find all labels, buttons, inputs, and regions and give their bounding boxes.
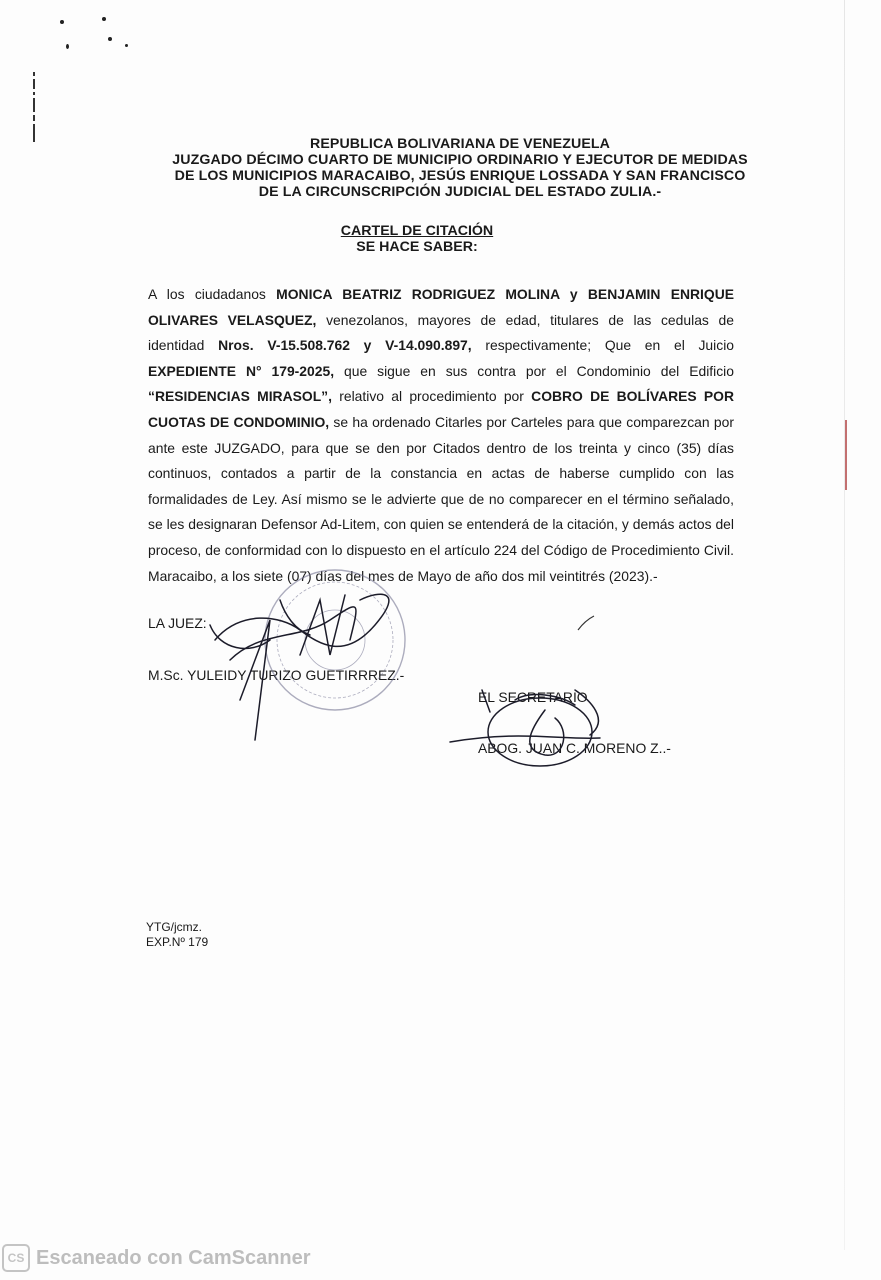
body-text: A los ciudadanos (148, 286, 277, 302)
judge-signature (210, 594, 389, 740)
secretary-name: ABOG. JUAN C. MORENO Z..- (478, 740, 671, 756)
body-text: relativo al procedimiento por (331, 388, 532, 405)
header-line: REPUBLICA BOLIVARIANA DE VENEZUELA (309, 136, 611, 152)
judge-name: M.Sc. YULEIDY TURIZO GUETIRRREZ.- (148, 667, 405, 683)
court-seal (265, 570, 405, 710)
judge-label: LA JUEZ: (148, 615, 207, 631)
id-numbers: Nros. V-15.508.762 y V-14.090.897, (218, 337, 472, 354)
secretary-label: EL SECRETARIO (478, 689, 588, 705)
defendant-names: MONICA BEATRIZ RODRIGUEZ MOLINA y BENJAMIN ENRIQUE OLIVARES VELASQUEZ, (148, 286, 735, 328)
case-number: EXPEDIENTE N° 179-2025, (148, 362, 335, 379)
body-text: se ha ordenado Citarles por Carteles para que comparezcan por ante este JUZGADO, para que se den por Citados dentro de los treinta y cinco (35) días continuos, contados a partir de la constancia en actas de haberse cumplido con las formalidades de Ley. Así mismo se le advierte que de no comparecer en el término señalado, se les designaran Defensor Ad-Litem, con quien se entenderá de la citación, y demás actos del proceso, de conformidad con lo dispuesto en el artículo 224 del Código de Procedimiento Civil. Maracaibo, a los siete (07) días del mes de Mayo de año dos mil veintitrés (2023).- (148, 413, 734, 584)
body-text: venezolanos, mayores de edad, titulares de las cedulas de identidad (148, 311, 734, 354)
building-name: “RESIDENCIAS MIRASOL”, (148, 388, 332, 405)
secretary-signature (450, 690, 600, 766)
watermark-text: Escaneado con CamScanner (36, 1246, 311, 1269)
body-text: respectivamente; Que en el Juicio (471, 337, 735, 354)
header-line: JUZGADO DÉCIMO CUARTO DE MUNICIPIO ORDINARIO Y EJECUTOR DE MEDIDAS (172, 152, 748, 168)
camscanner-logo-icon: CS (2, 1244, 30, 1272)
footer-reference (146, 920, 208, 950)
pen-mark (578, 616, 594, 630)
title-main: CARTEL DE CITACIÓN (340, 223, 494, 239)
initials: YTG/jcmz. (146, 920, 202, 934)
body-text: que sigue en sus contra por el Condominio del Edificio (334, 362, 734, 379)
procedure-type: COBRO DE BOLÍVARES POR CUOTAS DE CONDOMINIO, (148, 388, 735, 430)
header-line: DE LA CIRCUNSCRIPCIÓN JUDICIAL DEL ESTADO ZULIA.- (258, 184, 662, 200)
expediente-ref: EXP.Nº 179 (146, 935, 209, 949)
header-line: DE LOS MUNICIPIOS MARACAIBO, JESÚS ENRIQUE LOSSADA Y SAN FRANCISCO (174, 168, 746, 184)
title-sub: SE HACE SABER: (356, 239, 478, 255)
camscanner-watermark (2, 1244, 311, 1272)
